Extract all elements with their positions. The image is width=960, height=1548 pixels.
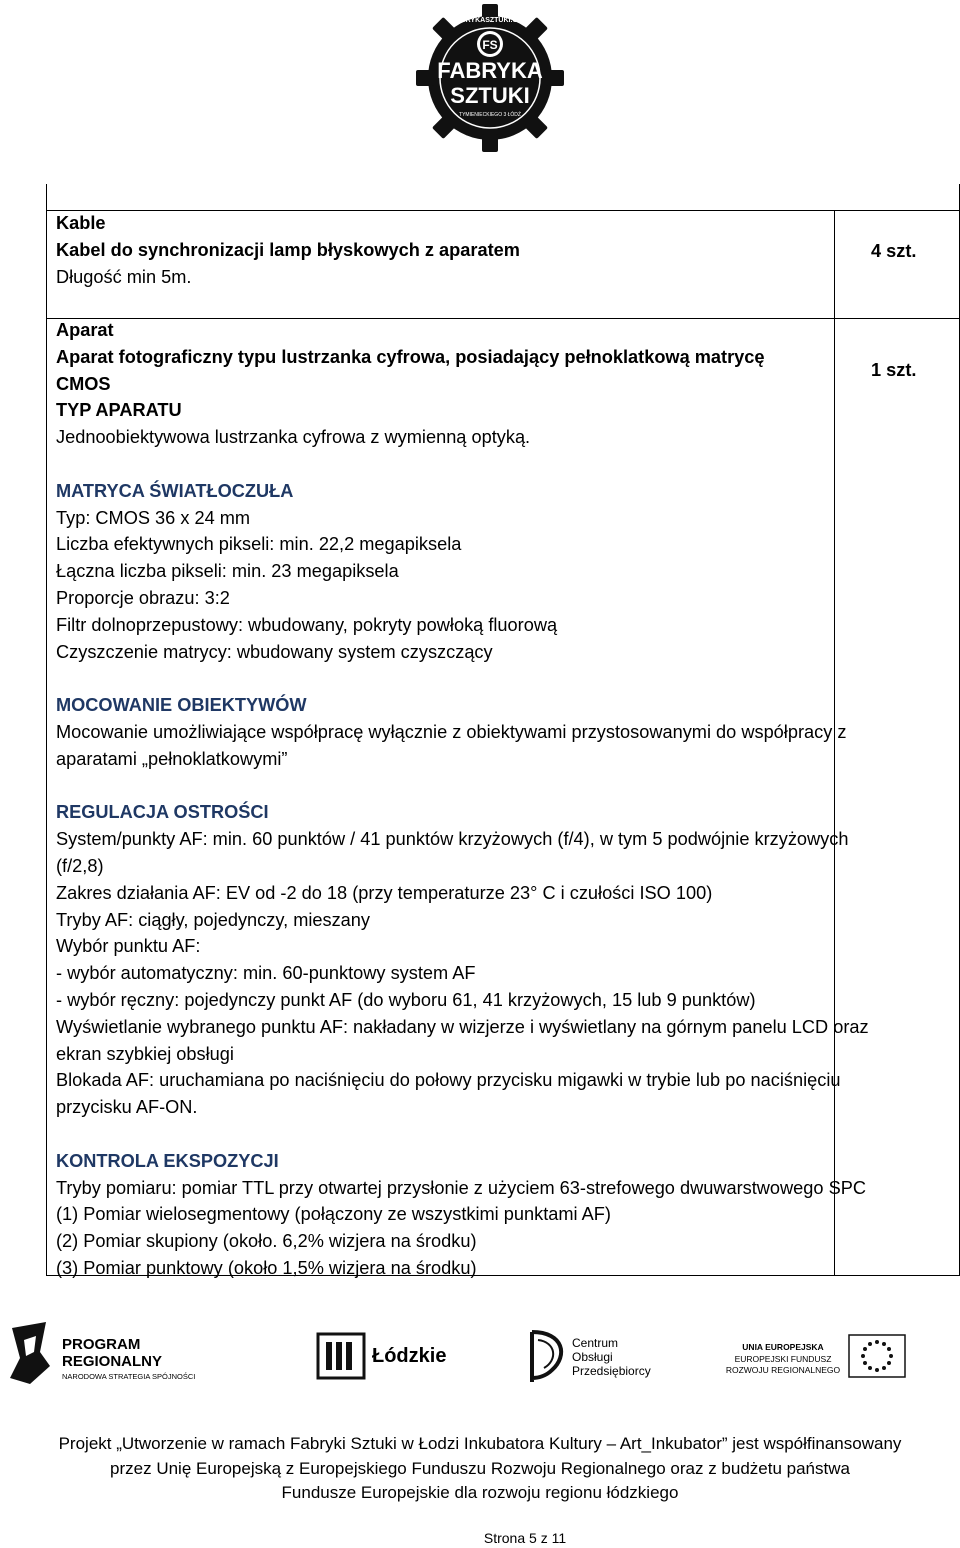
row-2-line: CMOS xyxy=(56,373,111,394)
row-1-line: Kabel do synchronizacji lamp błyskowych z aparatem xyxy=(56,239,520,260)
logo-arc-text: FABRYKASZTUKI.ORG xyxy=(451,17,529,24)
paragraph-gap xyxy=(56,665,869,692)
row-2-description xyxy=(56,317,869,1282)
row-2-line: przycisku AF-ON. xyxy=(56,1097,198,1118)
row-2-line: - wybór automatyczny: min. 60-punktowy system AF xyxy=(56,963,476,984)
program-line3: NARODOWA STRATEGIA SPÓJNOŚCI xyxy=(62,1372,196,1381)
logo-address: TYMIENIECKIEGO 3 ŁÓDŹ xyxy=(459,112,521,118)
centrum-line1: Centrum xyxy=(572,1336,619,1350)
paragraph-gap xyxy=(56,451,869,478)
logo-badge: FS xyxy=(482,38,498,52)
row-2-quantity: 1 szt. xyxy=(871,360,917,380)
row-2-line: aparatami „pełnoklatkowymi” xyxy=(56,748,288,769)
lodzkie-name: Łódzkie xyxy=(372,1345,447,1367)
program-regionalny-logo xyxy=(6,1322,206,1388)
row-2-line: Wyświetlanie wybranego punktu AF: nakładany w wizjerze i wyświetlany na górnym panelu LCD oraz xyxy=(56,1016,869,1037)
row-2-line: - wybór ręczny: pojedynczy punkt AF (do wyboru 61, 41 krzyżowych, 15 lub 9 punktów) xyxy=(56,989,756,1010)
row-2-line: Zakres działania AF: EV od -2 do 18 (przy temperaturze 23° C i czułości ISO 100) xyxy=(56,882,713,903)
row-2-line: (f/2,8) xyxy=(56,855,104,876)
row-2-line: Mocowanie umożliwiające współpracę wyłącznie z obiektywami przystosowanymi do współpracy z xyxy=(56,721,847,742)
row-2-line: Filtr dolnoprzepustowy: wbudowany, pokryty powłoką fluorową xyxy=(56,614,558,635)
row-2-line: Aparat xyxy=(56,320,114,340)
row-2-line: ekran szybkiej obsługi xyxy=(56,1043,234,1064)
ue-logo xyxy=(724,1330,944,1386)
table-border-left xyxy=(46,184,47,1276)
footer-line2: przez Unię Europejską z Europejskiego Funduszu Rozwoju Regionalnego oraz z budżetu państwa xyxy=(110,1458,850,1478)
row-1-quantity: 4 szt. xyxy=(871,241,917,261)
row-1-description xyxy=(56,210,520,290)
row-2-line: (2) Pomiar skupiony (około. 6,2% wizjera na środku) xyxy=(56,1231,477,1252)
fabryka-sztuki-logo xyxy=(416,0,564,162)
footer-line1: Projekt „Utworzenie w ramach Fabryki Sztuki w Łodzi Inkubatora Kultury – Art_Inkubator” jest współfinansowany xyxy=(58,1434,902,1453)
paragraph-gap xyxy=(56,1121,869,1148)
row-2-line: Tryby pomiaru: pomiar TTL przy otwartej przysłonie z użyciem 63-strefowego dwuwarstwowego SPC xyxy=(56,1177,866,1198)
row-2-line: TYP APARATU xyxy=(56,400,182,421)
row-2-line: System/punkty AF: min. 60 punktów / 41 punktów krzyżowych (f/4), w tym 5 podwójnie krzyżowych xyxy=(56,829,849,850)
row-1-line: Długość min 5m. xyxy=(56,266,192,287)
section-heading: REGULACJA OSTROŚCI xyxy=(56,802,269,823)
row-2-line: Czyszczenie matrycy: wbudowany system czyszczący xyxy=(56,641,493,662)
lodzkie-logo xyxy=(316,1332,456,1382)
logo-line2: SZTUKI xyxy=(450,83,530,108)
footer-text xyxy=(0,1432,960,1506)
section-heading: MOCOWANIE OBIEKTYWÓW xyxy=(56,695,307,716)
ue-line2: EUROPEJSKI FUNDUSZ xyxy=(734,1354,832,1364)
row-2-line: Łączna liczba pikseli: min. 23 megapiksela xyxy=(56,561,399,582)
row-2-line: Wybór punktu AF: xyxy=(56,936,201,957)
page-number: Strona 5 z 11 xyxy=(483,1530,567,1546)
program-line1: PROGRAM xyxy=(62,1336,141,1353)
row-2-line: Aparat fotograficzny typu lustrzanka cyfrowa, posiadający pełnoklatkową matrycę xyxy=(56,346,765,367)
footer-line3: Fundusze Europejskie dla rozwoju regionu łódzkiego xyxy=(281,1483,679,1502)
program-line2: REGIONALNY xyxy=(62,1353,163,1370)
spec-table xyxy=(46,184,960,1276)
row-2-line: Liczba efektywnych pikseli: min. 22,2 megapiksela xyxy=(56,534,462,555)
ue-line3: ROZWOJU REGIONALNEGO xyxy=(725,1365,841,1375)
section-heading: MATRYCA ŚWIATŁOCZUŁA xyxy=(56,480,294,501)
row-2-line: Blokada AF: uruchamiana po naciśnięciu do połowy przycisku migawki w trybie lub po naciśnięciu xyxy=(56,1070,841,1091)
centrum-obslugi-logo xyxy=(524,1330,664,1386)
row-2-line: Tryby AF: ciągły, pojedynczy, mieszany xyxy=(56,909,371,930)
row-2-line: Jednoobiektywowa lustrzanka cyfrowa z wymienną optyką. xyxy=(56,427,531,448)
centrum-line3: Przedsiębiorcy xyxy=(572,1364,651,1378)
row-2-line: Typ: CMOS 36 x 24 mm xyxy=(56,507,251,528)
centrum-line2: Obsługi xyxy=(572,1350,613,1364)
section-heading: KONTROLA EKSPOZYCJI xyxy=(56,1150,279,1171)
eu-flag-icon xyxy=(848,1334,906,1378)
ue-line1: UNIA EUROPEJSKA xyxy=(742,1342,824,1352)
logo-line1: FABRYKA xyxy=(437,58,543,83)
row-2-line: (1) Pomiar wielosegmentowy (połączony ze wszystkimi punktami AF) xyxy=(56,1204,611,1225)
row-2-line: (3) Pomiar punktowy (około 1,5% wizjera na środku) xyxy=(56,1257,477,1278)
paragraph-gap xyxy=(56,773,869,800)
row-2-line: Proporcje obrazu: 3:2 xyxy=(56,587,230,608)
row-1-line: Kable xyxy=(56,213,106,233)
